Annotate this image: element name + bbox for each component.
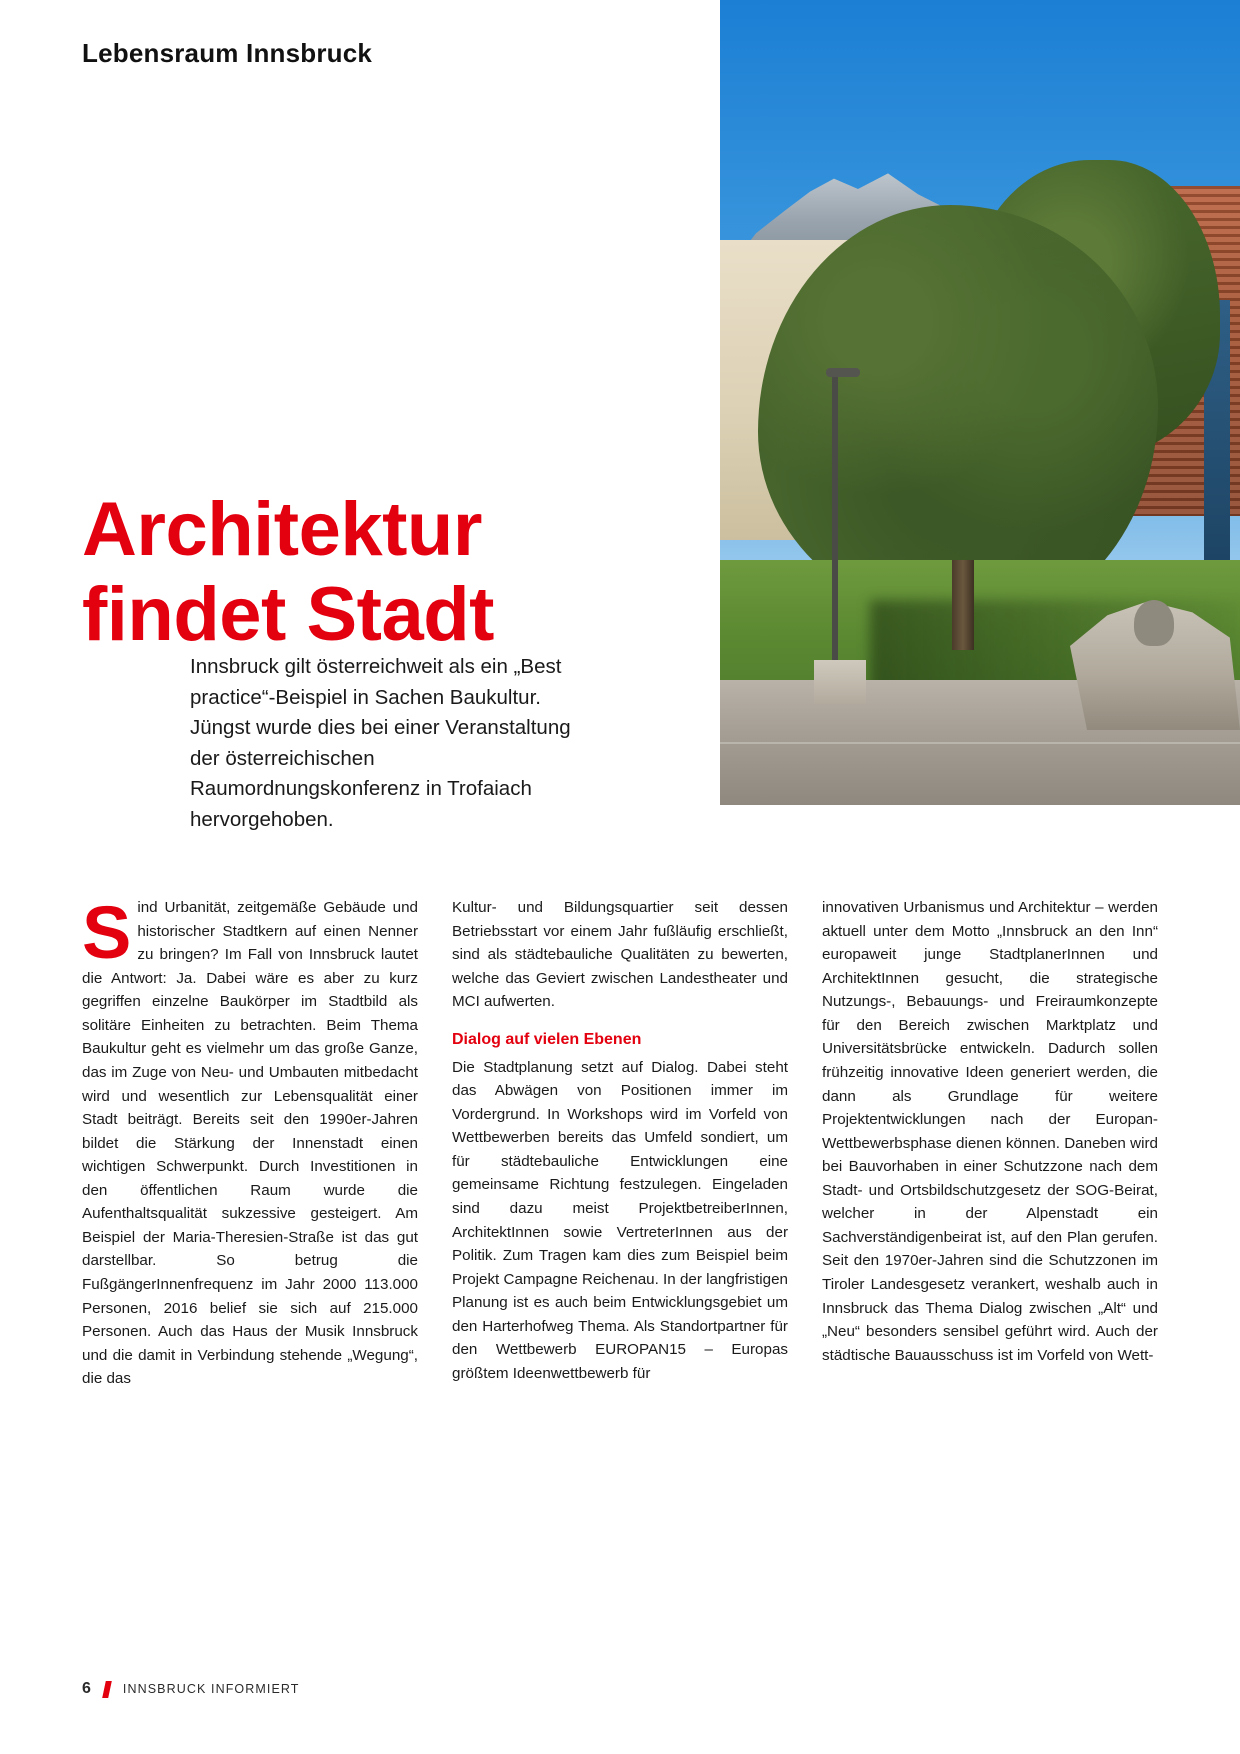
photo-fountain-figure bbox=[1134, 600, 1174, 646]
photo-lamp-head bbox=[826, 368, 860, 377]
photo-plaza-line bbox=[720, 742, 1240, 744]
page-number: 6 bbox=[82, 1680, 91, 1697]
page-kicker: Lebensraum Innsbruck bbox=[82, 38, 373, 68]
article-paragraph: innovativen Urbanismus und Architektur – werden aktuell unter dem Motto „Innsbruck an den Inn“ europaweit junge StadtplanerInnen und ArchitektInnen gesucht, die strategische Nutzungs-, Bebauungs- und Freiraumkonzepte für den Bereich zwischen Marktplatz und Universitätsbrücke entwickeln. Dadurch sollen frühzeitig innovative Ideen generiert werden, die dann als Grundlage für weitere Projektentwicklungen nach der Europan-Wettbewerbsphase dienen können. Daneben wird bei Bauvorhaben in einer Schutzzone nach dem Stadt- und Ortsbildschutzgesetz der SOG-Beirat, welcher in der Alpenstadt ein Sachverständigenbeirat ist, auf den Plan gerufen. Seit den 1970er-Jahren sind die Schutzzonen im Tiroler Landesgesetz verankert, weshalb auch in Innsbruck das Thema Dialog zwischen „Alt“ und „Neu“ besonders sensibel geführt wird. Auch der städtische Bauausschuss ist im Vorfeld von Wett- bbox=[822, 899, 1158, 1364]
page-footer bbox=[82, 1680, 300, 1698]
hero-photo bbox=[720, 0, 1240, 805]
photo-tree-trunk bbox=[952, 560, 974, 650]
article-column-2 bbox=[452, 896, 788, 1391]
article-column-1 bbox=[82, 891, 418, 1391]
article-column-3 bbox=[822, 896, 1158, 1391]
article-paragraph bbox=[82, 891, 418, 1391]
photo-lamp-base bbox=[814, 660, 866, 704]
drop-cap: S bbox=[82, 891, 132, 974]
publication-name: INNSBRUCK INFORMIERT bbox=[122, 1682, 300, 1696]
page-title-line-2: findet Stadt bbox=[82, 572, 494, 658]
article-paragraph: Die Stadtplanung setzt auf Dialog. Dabei steht das Abwägen von Positionen immer im Vordergrund. In Workshops wird im Vorfeld von Wettbewerben bereits das Umfeld sondiert, um für städtebauliche Entwicklungen eine gemeinsame Richtung festzulegen. Eingeladen sind dazu meist ProjektbetreiberInnen, ArchitektInnen sowie VertreterInnen aus der Politik. Zum Tragen kam dies zum Beispiel beim Projekt Campagne Reichenau. In der langfristigen Planung ist es auch beim Entwicklungsgebiet um den Harterhofweg Thema. Als Standortpartner für den Wettbewerb EUROPAN15 – Europas größtem Ideenwettbewerb für bbox=[452, 1058, 789, 1382]
page-title bbox=[82, 487, 682, 657]
footer-slash-icon bbox=[102, 1681, 112, 1698]
article-paragraph: Kultur- und Bildungsquartier seit dessen Betriebsstart vor einem Jahr fußläufig erschließt, sind als städtebauliche Qualitäten zu bewerten, welche das Geviert zwischen Landestheater und MCI aufwerten. bbox=[452, 899, 788, 1011]
page-title-line-1: Architektur bbox=[82, 486, 482, 572]
section-subheading: Dialog auf vielen Ebenen bbox=[452, 1030, 642, 1048]
article-paragraph-text: ind Urbanität, zeitgemäße Gebäude und historischer Stadtkern auf einen Nenner zu bringen? Im Fall von Innsbruck lautet die Antwort: Ja. Dabei wäre es aber zu kurz gegriffen einzelne Baukörper im Stadtbild als solitäre Einheiten zu betrachten. Beim Thema Baukultur geht es vielmehr um das große Ganze, das im Zuge von Neu- und Umbauten mitbedacht wird und wesentlich zur Lebensqualität einer Stadt beiträgt. Bereits seit den 1990er-Jahren bildet die Stärkung der Innenstadt einen wichtigen Schwerpunkt. Durch Investitionen in den öffentlichen Raum wurde die Aufenthaltsqualität sukzessive gesteigert. Am Beispiel der Maria-Theresien-Straße ist das gut darstellbar. So betrug die FußgängerInnenfrequenz im Jahr 2000 113.000 Personen, 2016 belief sie sich auf 215.000 Personen. Auch das Haus der Musik Innsbruck und die damit in Verbindung stehende „Wegung“, die das bbox=[82, 899, 418, 1388]
photo-lamp-pole bbox=[832, 372, 838, 674]
lead-paragraph: Innsbruck gilt österreichweit als ein „Best practice“-Beispiel in Sachen Baukultur. Jüngst wurde dies bei einer Veranstaltung der österreichischen Raumordnungskonferenz in Trofaiach hervorgehoben. bbox=[190, 655, 571, 831]
article-body bbox=[82, 891, 1158, 1391]
